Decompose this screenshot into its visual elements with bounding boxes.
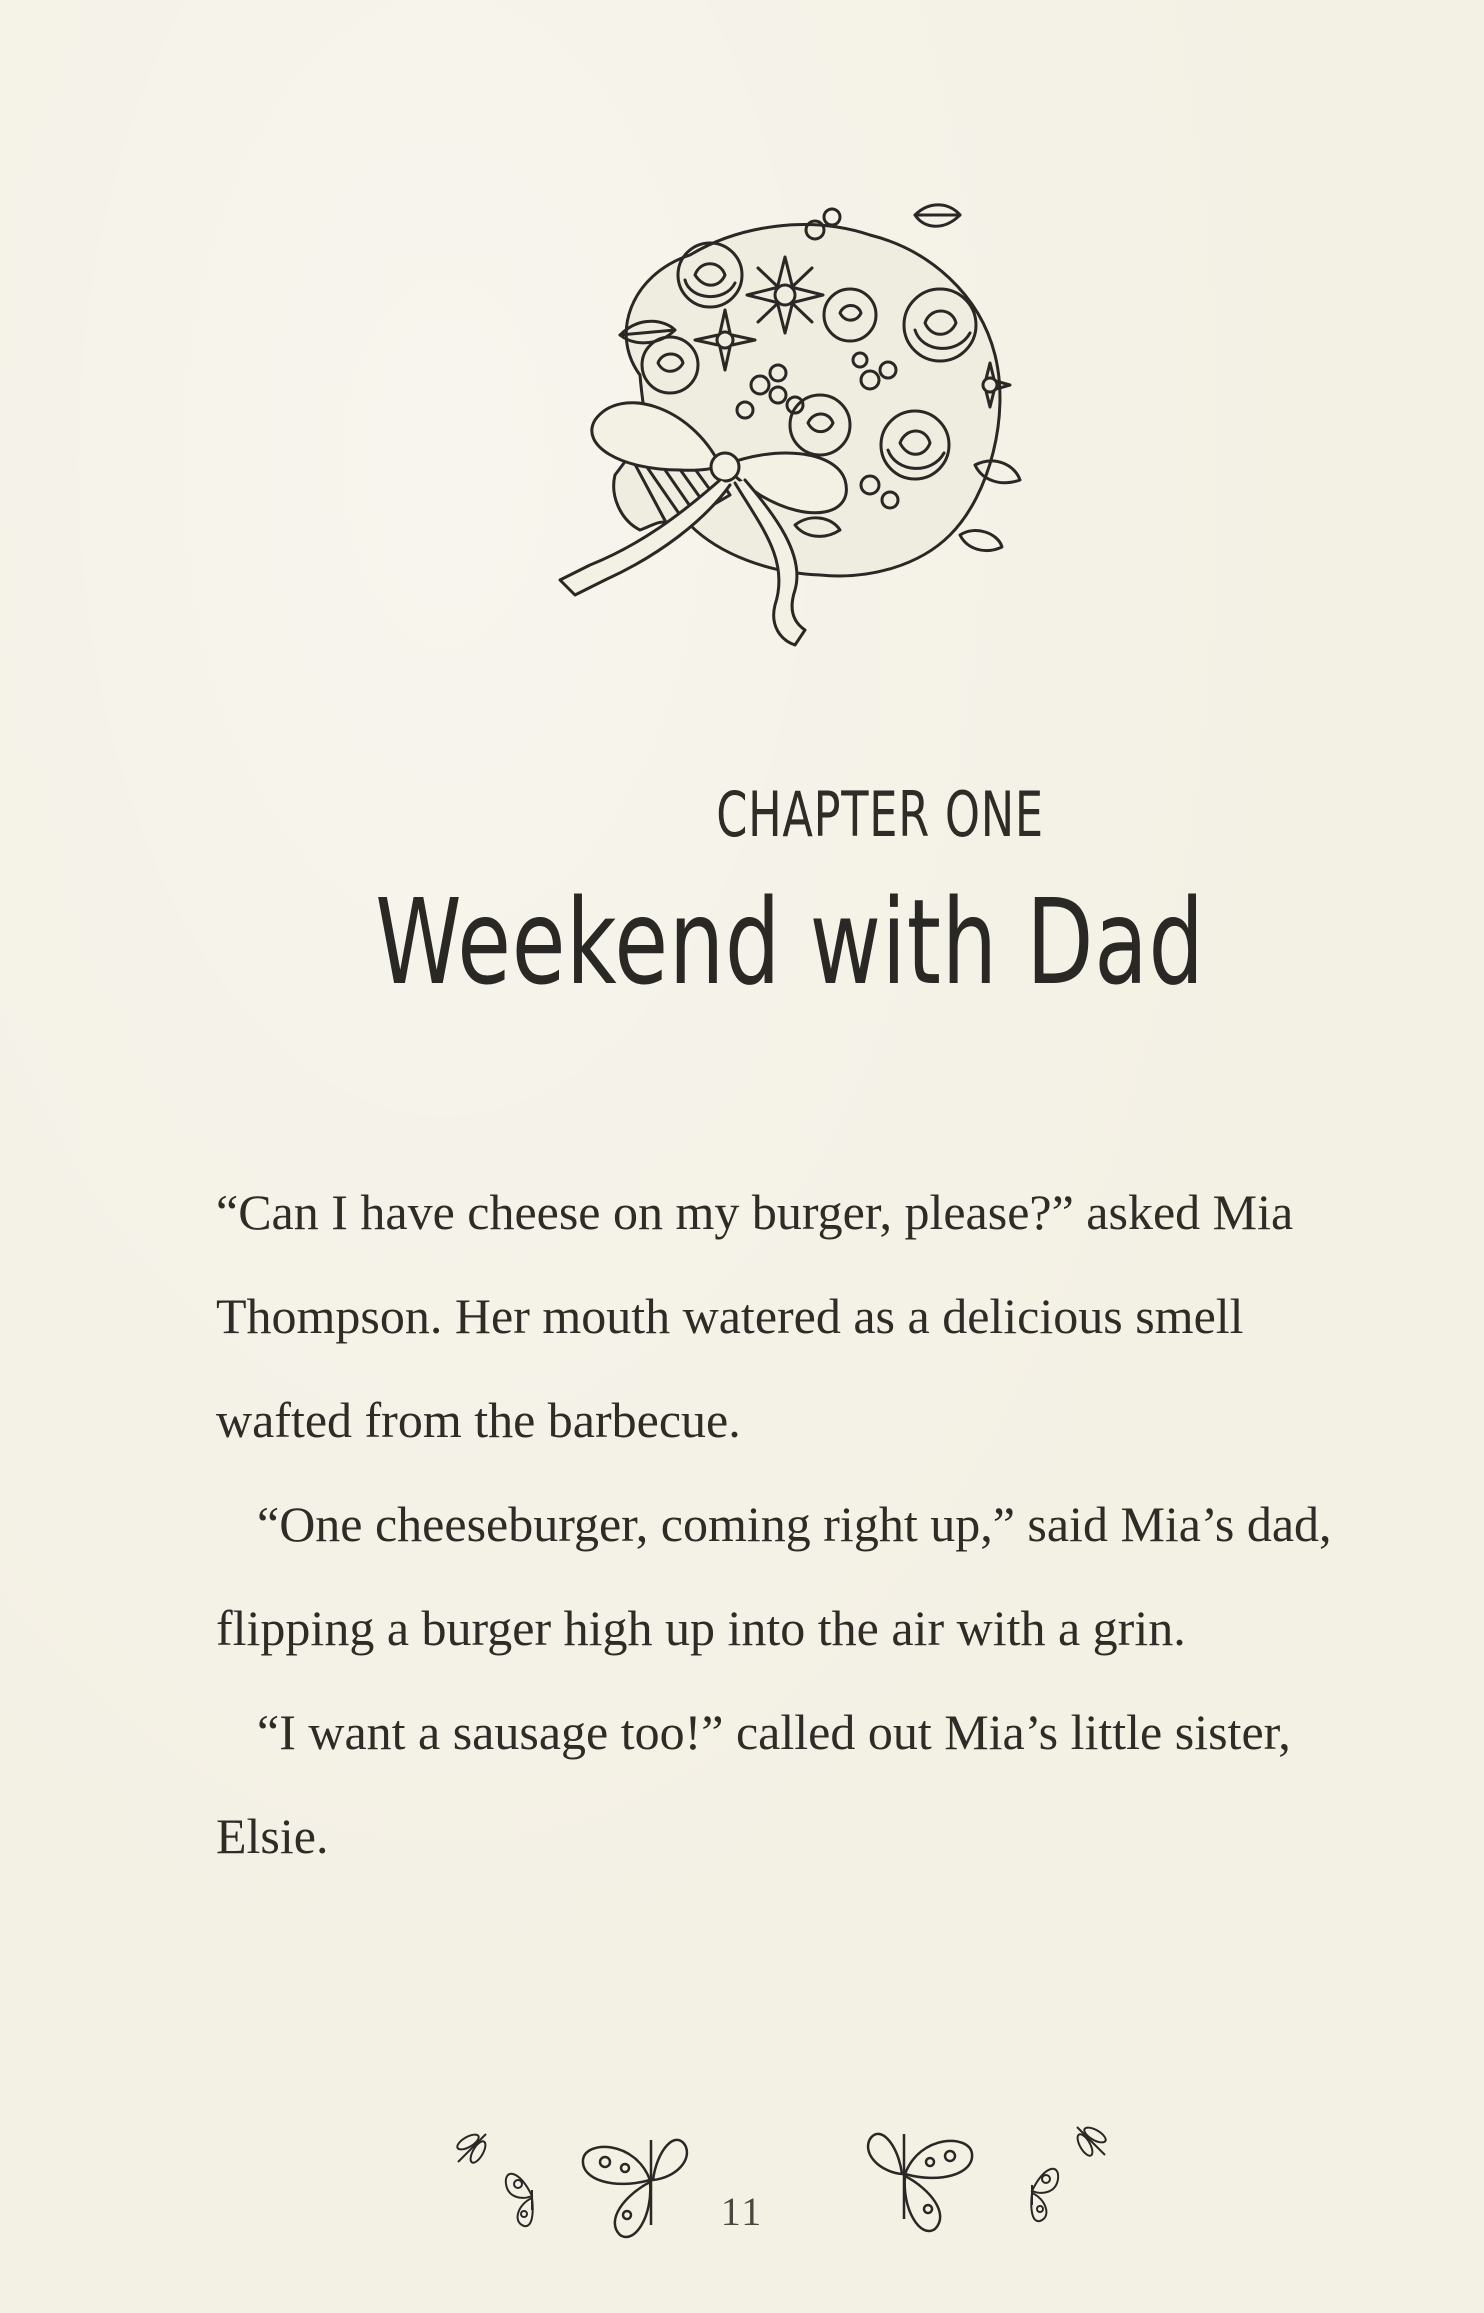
- paragraph: “Can I have cheese on my burger, please?” asked Mia Thompson. Her mouth watered as a delicious smell wafted from the barbecue.: [216, 1184, 1294, 1448]
- chapter-label: CHAPTER ONE: [716, 778, 1044, 851]
- page-number: 11: [720, 2189, 764, 2234]
- paragraph: “I want a sausage too!” called out Mia’s little sister, Elsie.: [216, 1704, 1291, 1864]
- dragonfly-icon: [1065, 2115, 1115, 2165]
- chapter-body: [216, 1160, 1376, 1888]
- flower-bouquet-icon: [520, 195, 1040, 700]
- paragraph: “One cheeseburger, coming right up,” said Mia’s dad, flipping a burger high up into the air with a grin.: [216, 1496, 1332, 1656]
- page-footer: [0, 2100, 1484, 2250]
- chapter-title: Weekend with Dad: [375, 873, 1205, 1011]
- dragonfly-icon: [448, 2122, 498, 2172]
- butterfly-icon: [860, 2114, 980, 2239]
- butterfly-icon: [1000, 2155, 1064, 2229]
